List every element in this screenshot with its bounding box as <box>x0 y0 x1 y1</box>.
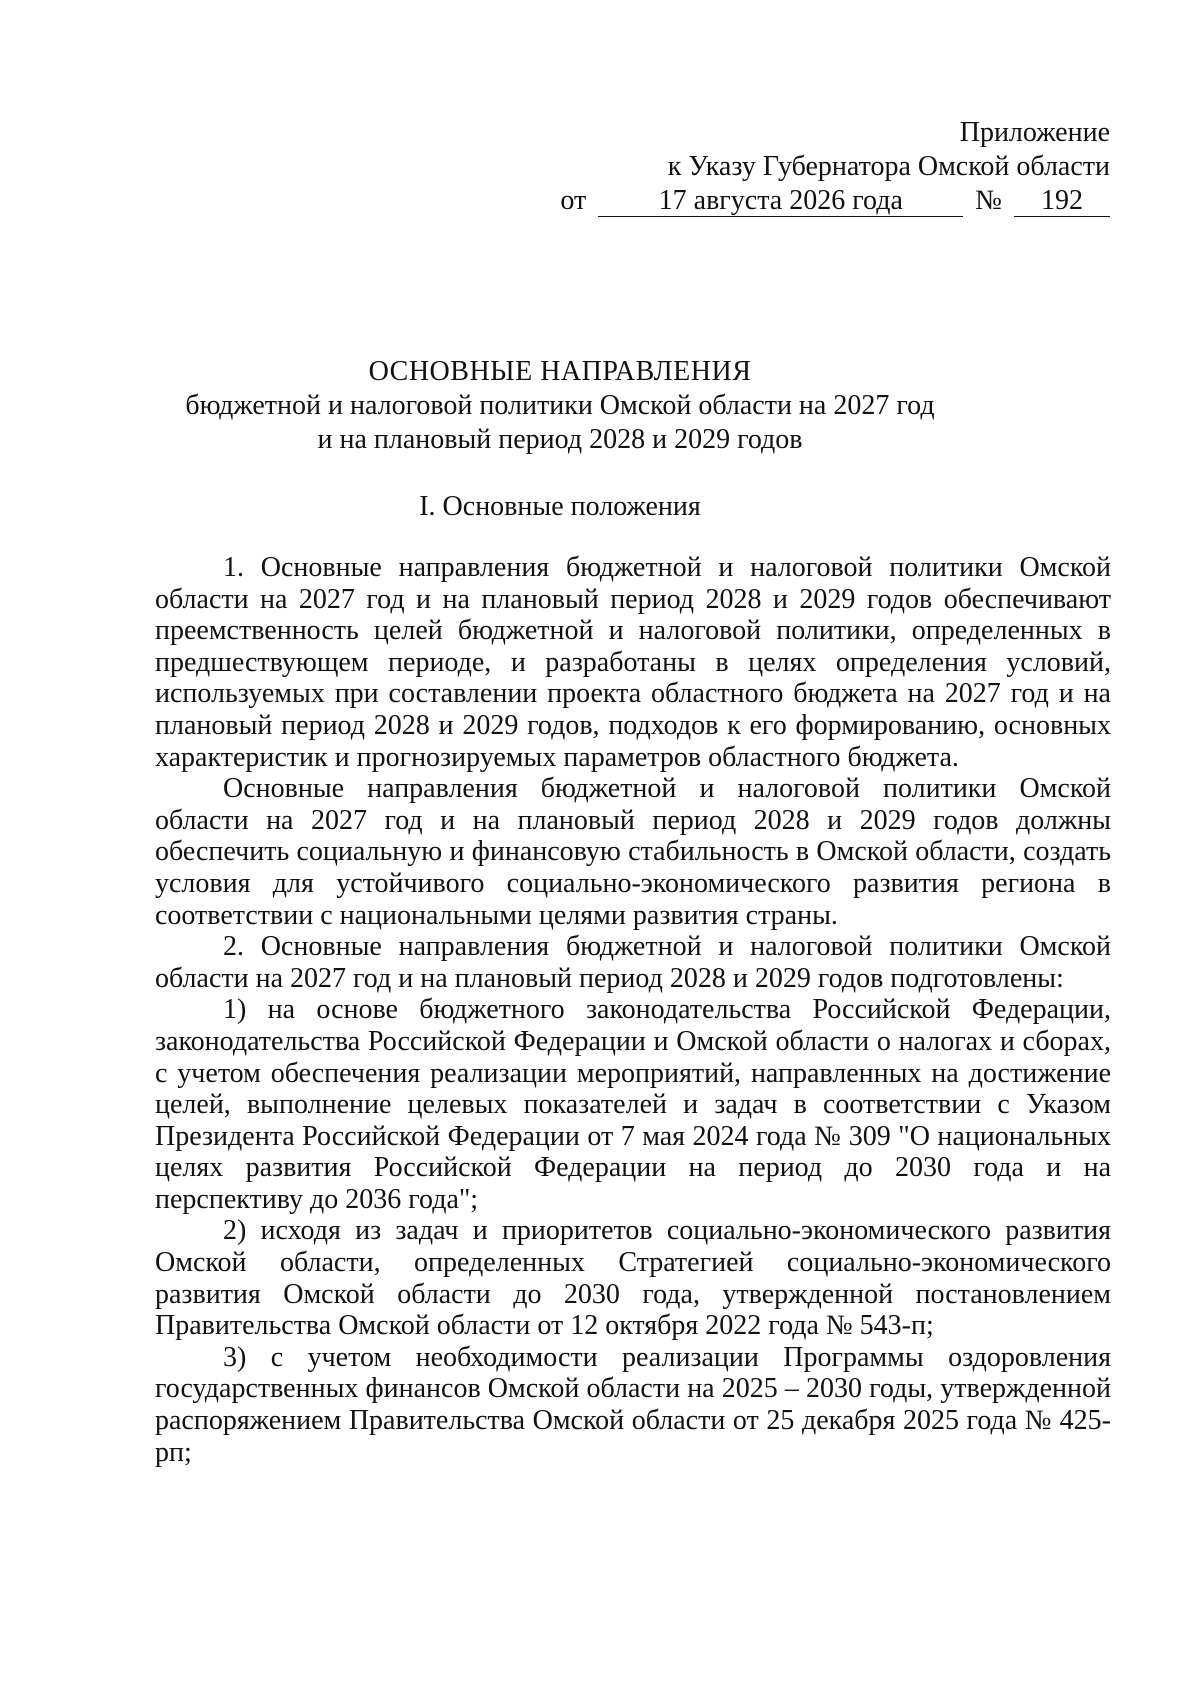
from-label: от <box>560 185 587 216</box>
paragraph-3: 2. Основные направления бюджетной и налоговой политики Омской области на 2027 год и на плановый период 2028 и 2029 годов подготовлены: <box>155 931 1111 994</box>
appendix-label: Приложение <box>959 117 1110 148</box>
appendix-date-line <box>0 184 1110 218</box>
section-heading: I. Основные положения <box>419 491 701 522</box>
number-label: № <box>975 185 1002 216</box>
paragraph-1: 1. Основные направления бюджетной и налоговой политики Омской области на 2027 год и на плановый период 2028 и 2029 годов обеспечивают преемственность целей бюджетной и налоговой политики, определенных в предшествующем периоде, и разработаны в целях определения условий, используемых при составлении проекта областного бюджета на 2027 год и на плановый период 2028 и 2029 годов, подходов к его формированию, основных характеристик и прогнозируемых параметров областного бюджета. <box>155 552 1111 773</box>
body-text <box>155 552 1111 1468</box>
decree-number: 192 <box>1014 186 1110 217</box>
decree-date: 17 августа 2026 года <box>598 186 963 217</box>
appendix-header <box>0 116 1110 218</box>
title-main: ОСНОВНЫЕ НАПРАВЛЕНИЯ <box>368 356 752 387</box>
title-line-3: и на плановый период 2028 и 2029 годов <box>317 424 803 455</box>
paragraph-5: 2) исходя из задач и приоритетов социально-экономического развития Омской области, определенных Стратегией социально-экономического развития Омской области до 2030 года, утвержденной постановлением Правительства Омской области от 12 октября 2022 года № 543-п; <box>155 1215 1111 1342</box>
paragraph-6: 3) с учетом необходимости реализации Программы оздоровления государственных финансов Омской области на 2025 – 2030 годы, утвержденной распоряжением Правительства Омской области от 25 декабря 2025 года № 425-рп; <box>155 1341 1111 1468</box>
title-line-2: бюджетной и налоговой политики Омской области на 2027 год <box>185 390 935 421</box>
paragraph-4: 1) на основе бюджетного законодательства Российской Федерации, законодательства Российской Федерации и Омской области о налогах и сборах, с учетом обеспечения реализации мероприятий, направленных на достижение целей, выполнение целевых показателей и задач в соответствии с Указом Президента Российской Федерации от 7 мая 2024 года № 309 "О национальных целях развития Российской Федерации на период до 2030 года и на перспективу до 2036 года"; <box>155 994 1111 1215</box>
paragraph-2: Основные направления бюджетной и налоговой политики Омской области на 2027 год и на плановый период 2028 и 2029 годов должны обеспечить социальную и финансовую стабильность в Омской области, создать условия для устойчивого социально-экономического развития региона в соответствии с национальными целями развития страны. <box>155 773 1111 931</box>
appendix-decree: к Указу Губернатора Омской области <box>667 151 1110 182</box>
document-title <box>150 355 970 457</box>
